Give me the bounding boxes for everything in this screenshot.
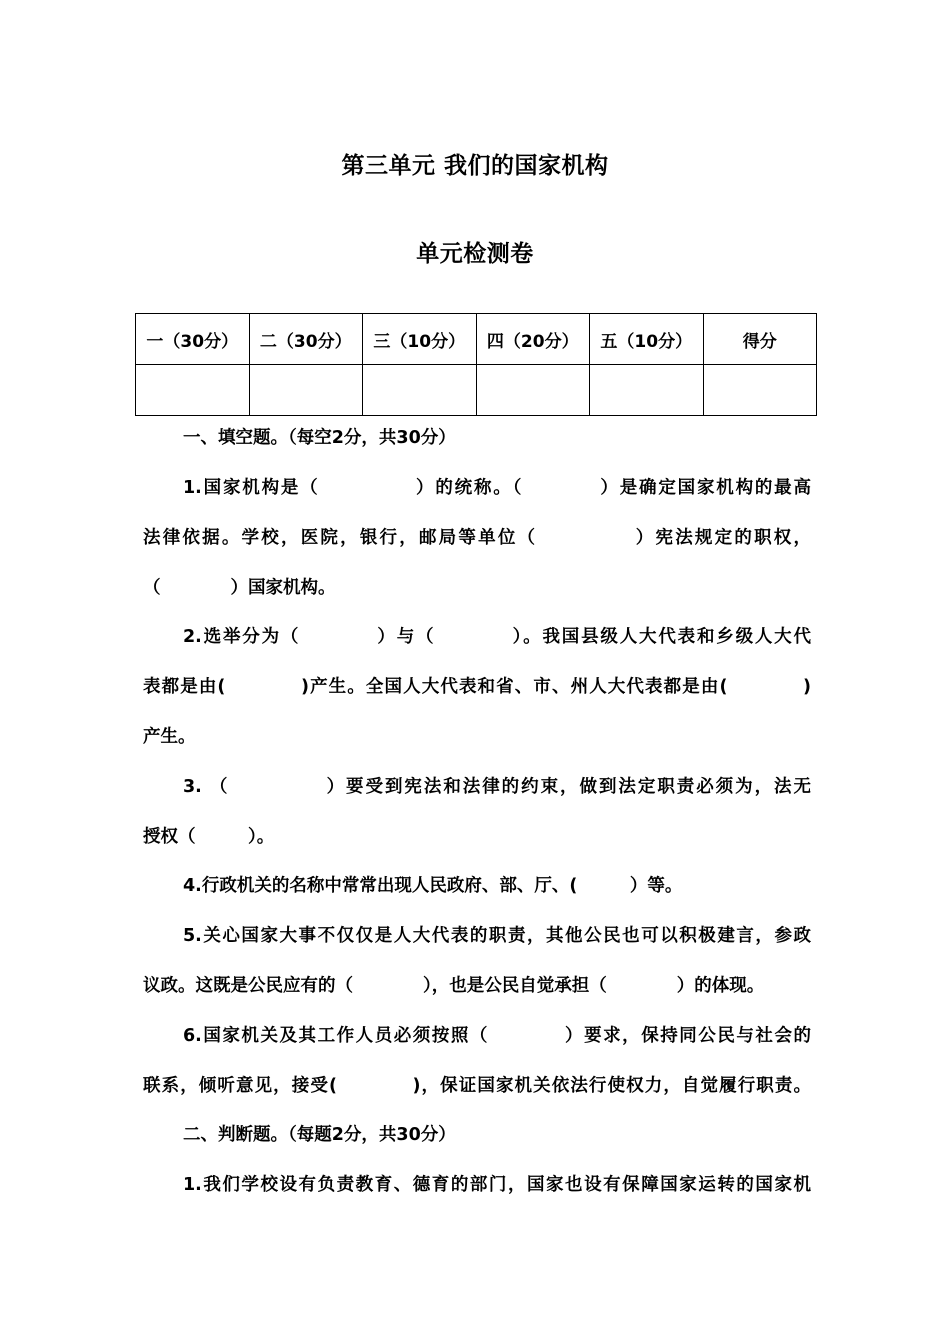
section-heading: 二、判断题。（每题2分，共30分） [183, 1125, 456, 1145]
score-value-cell [703, 365, 817, 416]
page-subtitle: 单元检测卷 [416, 241, 534, 267]
score-table-value-row [136, 365, 817, 416]
question-line: 1.我们学校设有负责教育、德育的部门，国家也设有保障国家运转的国家机 [183, 1175, 811, 1195]
question-line: 1.国家机构是（ ）的统称。（ ）是确定国家机构的最高 [183, 478, 811, 498]
question-line: 联系，倾听意见，接受( )，保证国家机关依法行使权力，自觉履行职责。 [143, 1076, 811, 1096]
question-line: 2.选举分为（ ）与（ ）。我国县级人大代表和乡级人大代 [183, 627, 811, 647]
question-line: 法律依据。学校，医院，银行，邮局等单位（ ）宪法规定的职权， [143, 528, 811, 548]
question-line: 授权（ ）。 [143, 827, 275, 847]
score-header-cell: 得分 [703, 314, 817, 365]
score-header-cell: 五（10分） [590, 314, 704, 365]
question-line: 6.国家机关及其工作人员必须按照（ ）要求，保持同公民与社会的 [183, 1026, 811, 1046]
question-line: 3. （ ）要受到宪法和法律的约束，做到法定职责必须为，法无 [183, 777, 811, 797]
score-table [135, 313, 817, 416]
question-line: 4.行政机关的名称中常常出现人民政府、部、厅、( ）等。 [183, 876, 683, 896]
question-line: （ ）国家机构。 [143, 578, 336, 598]
score-value-cell [249, 365, 363, 416]
score-header-cell: 一（30分） [136, 314, 250, 365]
page-title: 第三单元 我们的国家机构 [341, 153, 609, 179]
score-value-cell [363, 365, 477, 416]
score-value-cell [476, 365, 590, 416]
score-table-header-row [136, 314, 817, 365]
score-header-cell: 二（30分） [249, 314, 363, 365]
question-line: 产生。 [143, 727, 196, 747]
score-value-cell [590, 365, 704, 416]
section-heading: 一、填空题。（每空2分，共30分） [183, 428, 456, 448]
score-value-cell [136, 365, 250, 416]
score-header-cell: 三（10分） [363, 314, 477, 365]
question-line: 议政。这既是公民应有的（ ），也是公民自觉承担（ ）的体现。 [143, 976, 765, 996]
score-header-cell: 四（20分） [476, 314, 590, 365]
question-line: 5.关心国家大事不仅仅是人大代表的职责，其他公民也可以积极建言，参政 [183, 926, 811, 946]
question-line: 表都是由( )产生。全国人大代表和省、市、州人大代表都是由( ) [143, 677, 811, 697]
